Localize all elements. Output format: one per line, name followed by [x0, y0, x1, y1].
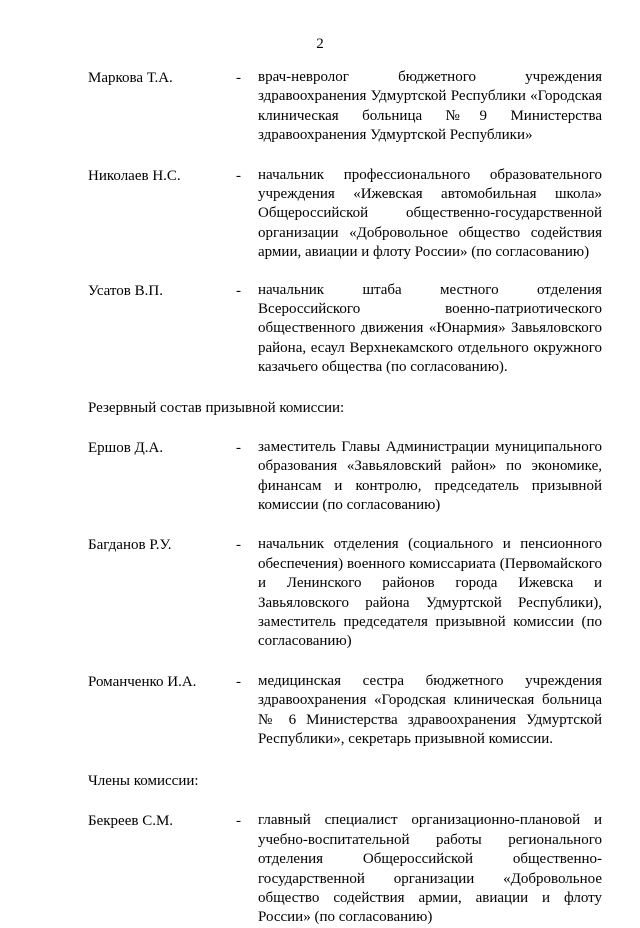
member-entry: [88, 166, 602, 263]
member-name: Маркова Т.А.: [88, 70, 173, 86]
member-name: Багданов Р.У.: [88, 537, 172, 554]
member-dash: -: [236, 439, 241, 456]
commission-section-title: Члены комиссии:: [88, 773, 199, 790]
document-body: [88, 68, 602, 928]
member-role: главный специалист организационно-плановой и учебно-воспитательной работы регионального отделения Общероссийской общественно-государственной организации «Добровольное общество содействия армии, авиации и флоту России» (по согласованию): [258, 812, 602, 926]
member-role: начальник профессионального образовательного учреждения «Ижевская автомобильная школа» Общероссийской общественно-государственной организации «Добровольное общество содействия армии, авиации и флоту России» (по согласованию): [258, 166, 602, 261]
member-role: начальник штаба местного отделения Всероссийского военно-патриотического общественного движения «Юнармия» Завьяловского района, есаул Верхнекамского отдельного окружного казачьего общества (по согласованию).: [258, 281, 602, 376]
member-role: врач-невролог бюджетного учреждения здравоохранения Удмуртской Республики «Городская клиническая больница №9 Министерства здравоохранения Удмуртской Республики»: [258, 69, 602, 144]
member-role: заместитель Главы Администрации муниципального образования «Завьяловский район» по экономике, финансам и контролю, председатель призывной комиссии (по согласованию): [258, 438, 602, 513]
member-name: Ершов Д.А.: [88, 439, 164, 456]
member-name: Романченко И.А.: [88, 673, 197, 690]
member-entry: [88, 811, 602, 927]
member-entry: [88, 438, 602, 516]
member-name: Николаев Н.С.: [88, 167, 181, 184]
member-dash: -: [236, 70, 241, 86]
page-number: 2: [316, 36, 324, 52]
member-name: Бекреев С.М.: [88, 813, 174, 830]
member-dash: -: [236, 673, 241, 690]
member-dash: -: [236, 537, 241, 554]
member-name: Усатов В.П.: [88, 282, 163, 299]
member-entry: [88, 68, 602, 146]
member-dash: -: [236, 167, 241, 184]
member-role: медицинская сестра бюджетного учреждения здравоохранения «Городская клиническая больница № 6 Министерства здравоохранения Удмуртской Республики», секретарь призывной комиссии.: [258, 672, 602, 747]
member-dash: -: [236, 813, 241, 830]
reserve-section-title: Резервный состав призывной комиссии:: [88, 399, 345, 416]
member-entry: [88, 535, 602, 651]
member-dash: -: [236, 282, 241, 299]
member-entry: [88, 672, 602, 750]
member-role: начальник отделения (социального и пенсионного обеспечения) военного комиссариата (Первомайского и Ленинского районов города Ижевска и Завьяловского района Удмуртской Республики), заместитель председателя призывной комиссии (по согласованию): [258, 536, 602, 650]
member-entry: [88, 281, 602, 378]
